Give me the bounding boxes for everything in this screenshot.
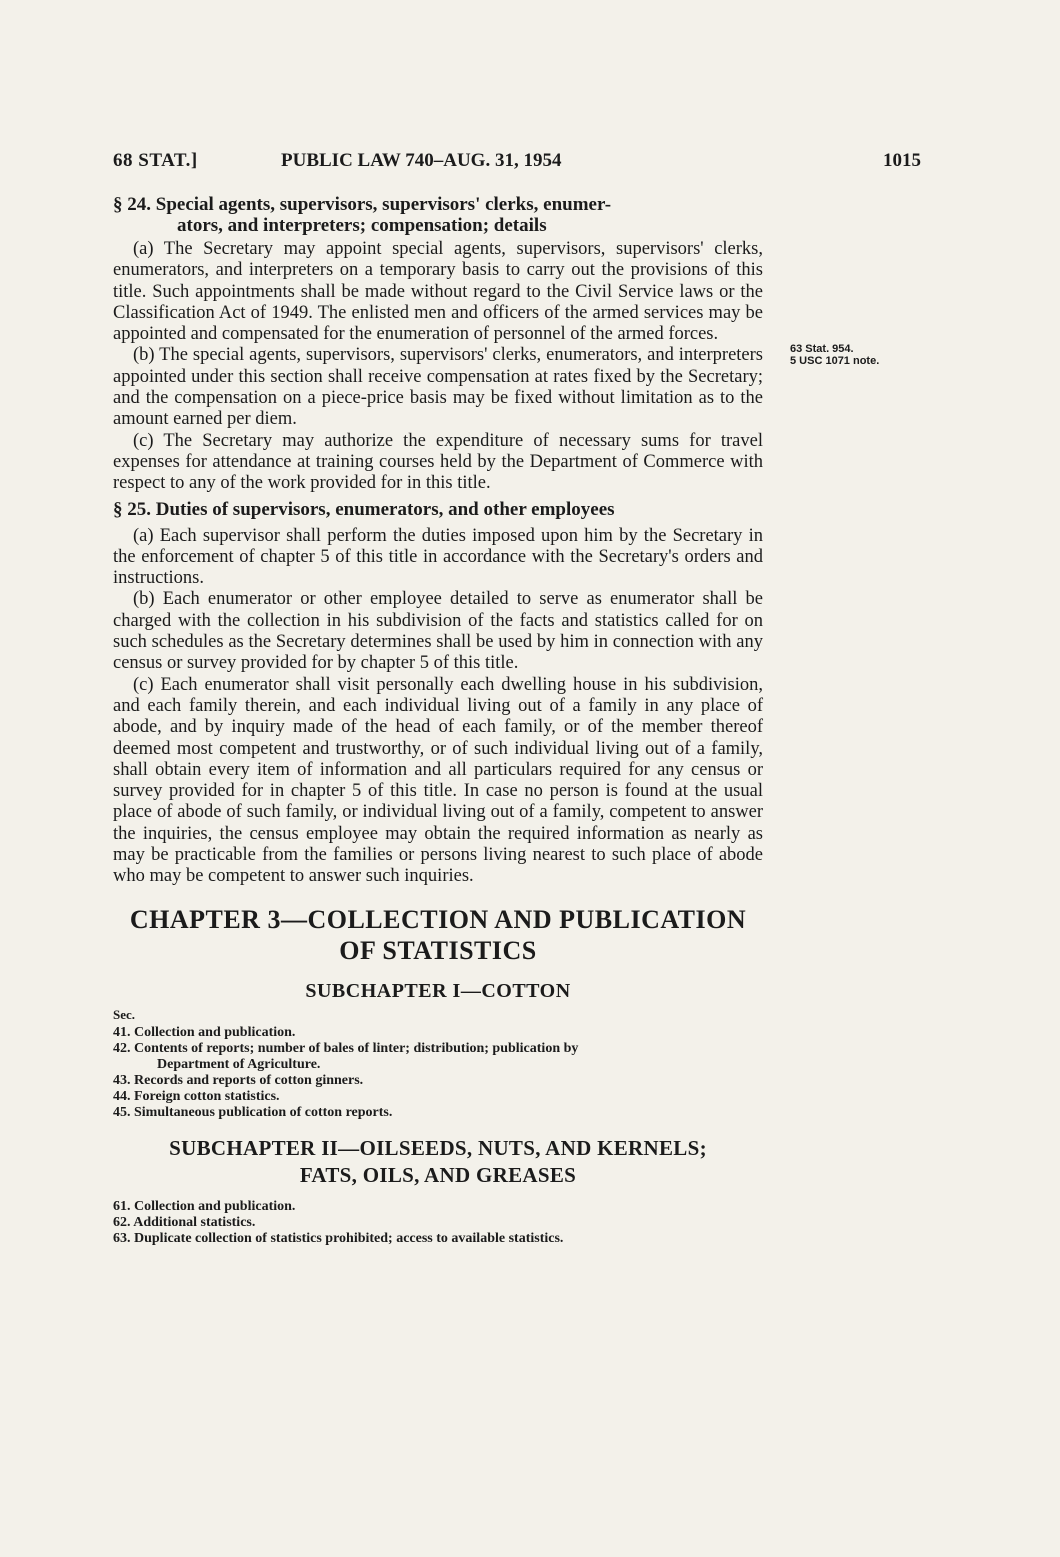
subchapter-2-title-line2: FATS, OILS, AND GREASES bbox=[299, 1162, 577, 1187]
running-header bbox=[113, 150, 921, 180]
volume-reference: 68 STAT.] bbox=[113, 150, 198, 171]
margin-citation-line2: 5 USC 1071 note. bbox=[790, 355, 880, 367]
sec-label: Sec. bbox=[113, 1006, 136, 1022]
section-24-para-a: (a) The Secretary may appoint special agents, supervisors, supervisors' clerks, enumerators, and interpreters on a temporary basis to carry out the provisions of this title. Such appointments shall be made without regard to the Civil Service laws or the Classification Act of 1949. The enlisted men and officers of the armed services may be appointed and compensated for the enumeration of personnel of the armed forces. bbox=[113, 239, 763, 345]
main-column bbox=[113, 194, 763, 1247]
section-24-heading-line1: § 24. Special agents, supervisors, supervisors' clerks, enumer- bbox=[113, 194, 612, 215]
list-item: 62. Additional statistics. bbox=[113, 1214, 256, 1230]
section-25-para-b: (b) Each enumerator or other employee detailed to serve as enumerator shall be charged with the collection in his subdivision of the facts and statistics called for on such schedules as the Secretary determines shall be used by him in connection with any census or survey provided for by chapter 5 of this title. bbox=[113, 589, 763, 674]
list-item: 43. Records and reports of cotton ginners. bbox=[113, 1072, 364, 1088]
list-item: 45. Simultaneous publication of cotton reports. bbox=[113, 1104, 393, 1120]
subchapter-1-contents bbox=[113, 1025, 763, 1121]
margin-citation-line1: 63 Stat. 954. bbox=[790, 343, 854, 355]
list-item: 63. Duplicate collection of statistics prohibited; access to available statistics. bbox=[113, 1230, 564, 1246]
list-item: 61. Collection and publication. bbox=[113, 1198, 296, 1214]
chapter-3-title bbox=[113, 904, 763, 966]
list-item: 42. Contents of reports; number of bales of linter; distribution; publication by Department of Agriculture. bbox=[113, 1040, 579, 1072]
section-24-para-b: (b) The special agents, supervisors, supervisors' clerks, enumerators, and interpreters appointed under this section shall receive compensation at rates fixed by the Secretary; and the compensation on a piece-price basis may be fixed without limitation as to the amount earned per diem. bbox=[113, 345, 763, 430]
chapter-3-title-line2: OF STATISTICS bbox=[339, 935, 537, 965]
chapter-3-title-line1: CHAPTER 3—COLLECTION AND PUBLICATION bbox=[129, 904, 747, 934]
subchapter-2-title bbox=[113, 1135, 763, 1189]
section-25-heading: § 25. Duties of supervisors, enumerators, and other employees bbox=[113, 498, 615, 520]
list-item: 41. Collection and publication. bbox=[113, 1024, 296, 1040]
subchapter-2-title-line1: SUBCHAPTER II—OILSEEDS, NUTS, AND KERNELS; bbox=[169, 1135, 707, 1160]
subchapter-2-contents bbox=[113, 1199, 763, 1247]
section-24-para-c: (c) The Secretary may authorize the expenditure of necessary sums for travel expenses for attendance at training courses held by the Department of Commerce with respect to any of the work provided for in this title. bbox=[113, 430, 763, 494]
section-25-para-c: (c) Each enumerator shall visit personally each dwelling house in his subdivision, and each family therein, and each individual living out of a family in any place of abode, and by inquiry made of the head of each family, or of the member thereof deemed most competent and trustworthy, or of such individual living out of a family, shall obtain every item of information and all particulars required for any census or survey provided for in chapter 5 of this title. In case no person is found at the usual place of abode of such family, or individual living out of a family, competent to answer the inquiries, the census employee may obtain the required information as nearly as may be practicable from the families or persons living nearest to such place of abode who may be competent to answer such inquiries. bbox=[113, 674, 763, 887]
section-24-heading-line2: ators, and interpreters; compensation; details bbox=[177, 215, 547, 236]
section-24-heading bbox=[113, 194, 763, 236]
page-number: 1015 bbox=[883, 150, 921, 171]
section-25-para-a: (a) Each supervisor shall perform the duties imposed upon him by the Secretary in the enforcement of chapter 5 of this title in accordance with the Secretary's orders and instructions. bbox=[113, 525, 763, 589]
list-item: 44. Foreign cotton statistics. bbox=[113, 1088, 280, 1104]
subchapter-1-title: SUBCHAPTER I—COTTON bbox=[305, 979, 571, 1002]
law-title: PUBLIC LAW 740–AUG. 31, 1954 bbox=[281, 150, 562, 171]
margin-citation bbox=[790, 343, 879, 367]
